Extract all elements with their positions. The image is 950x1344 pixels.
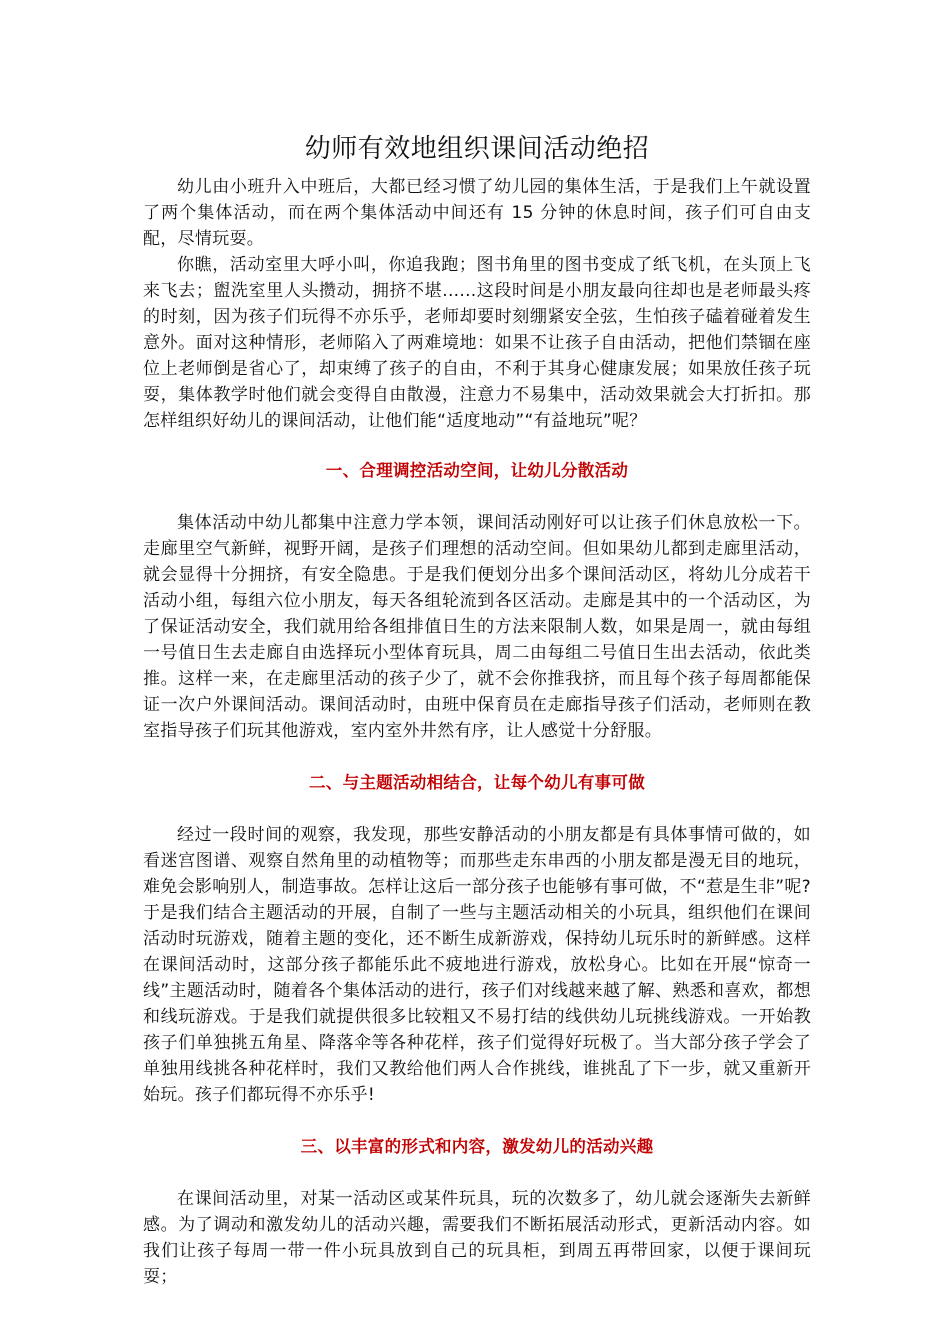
section-body-1: 集体活动中幼儿都集中注意力学本领，课间活动刚好可以让孩子们休息放松一下。走廊里空气新鲜，视野开阔，是孩子们理想的活动空间。但如果幼儿都到走廊里活动，就会显得十分拥挤，有安全隐患。于是我们便划分出多个课间活动区，将幼儿分成若干活动小组，每组六位小朋友，每天各组轮流到各区活动。走廊是其中的一个活动区，为了保证活动安全，我们就用给各组排值日生的方法来限制人数，如果是周一，就由每组一号值日生去走廊自由选择玩小型体育玩具，周二由每组二号值日生出去活动，依此类推。这样一来，在走廊里活动的孩子少了，就不会你推我挤，而且每个孩子每周都能保证一次户外课间活动。课间活动时，由班中保育员在走廊指导孩子们活动，老师则在教室指导孩子们玩其他游戏，室内室外井然有序，让人感觉十分舒服。 [143, 513, 811, 741]
intro-paragraph-1: 幼儿由小班升入中班后，大都已经习惯了幼儿园的集体生活，于是我们上午就设置了两个集体活动，而在两个集体活动中间还有 15 分钟的休息时间，孩子们可自由支配，尽情玩耍。 [143, 177, 811, 249]
section-heading-2: 二、与主题活动相结合，让每个幼儿有事可做 [309, 773, 645, 792]
document-title: 幼师有效地组织课间活动绝招 [304, 134, 650, 164]
section-heading-3: 三、以丰富的形式和内容，激发幼儿的活动兴趣 [300, 1137, 654, 1156]
intro-paragraph-2: 你瞧，活动室里大呼小叫，你追我跑；图书角里的图书变成了纸飞机，在头顶上飞来飞去；盥洗室里人头攒动，拥挤不堪......这段时间是小朋友最向往却也是老师最头疼的时刻，因为孩子们玩得不亦乐乎，老师却要时刻绷紧安全弦，生怕孩子磕着碰着发生意外。面对这种情形，老师陷入了两难境地：如果不让孩子自由活动，把他们禁锢在座位上老师倒是省心了，却束缚了孩子的自由，不利于其身心健康发展；如果放任孩子玩耍，集体教学时他们就会变得自由散漫，注意力不易集中，活动效果就会大打折扣。那怎样组织好幼儿的课间活动，让他们能“适度地动”“有益地玩”呢？ [143, 255, 811, 431]
document-page [143, 130, 811, 1290]
section-body-2: 经过一段时间的观察，我发现，那些安静活动的小朋友都是有具体事情可做的，如看迷宫图谱、观察自然角里的动植物等；而那些走东串西的小朋友都是漫无目的地玩，难免会影响别人，制造事故。怎样让这后一部分孩子也能够有事可做，不“惹是生非”呢?于是我们结合主题活动的开展，自制了一些与主题活动相关的小玩具，组织他们在课间活动时玩游戏，随着主题的变化，还不断生成新游戏，保持幼儿玩乐时的新鲜感。这样在课间活动时，这部分孩子都能乐此不疲地进行游戏，放松身心。比如在开展“惊奇一线”主题活动时，随着各个集体活动的进行，孩子们对线越来越了解、熟悉和喜欢，都想和线玩游戏。于是我们就提供很多比较粗又不易打结的线供幼儿玩挑线游戏。一开始教孩子们单独挑五角星、降落伞等各种花样，孩子们觉得好玩极了。当大部分孩子学会了单独用线挑各种花样时，我们又教给他们两人合作挑线，谁挑乱了下一步，就又重新开始玩。孩子们都玩得不亦乐乎! [143, 825, 811, 1105]
section-body-3: 在课间活动里，对某一活动区或某件玩具，玩的次数多了，幼儿就会逐渐失去新鲜感。为了调动和激发幼儿的活动兴趣，需要我们不断拓展活动形式，更新活动内容。如我们让孩子每周一带一件小玩具放到自己的玩具柜，到周五再带回家，以便于课间玩耍； [143, 1189, 811, 1287]
section-heading-1: 一、合理调控活动空间，让幼儿分散活动 [325, 461, 629, 480]
